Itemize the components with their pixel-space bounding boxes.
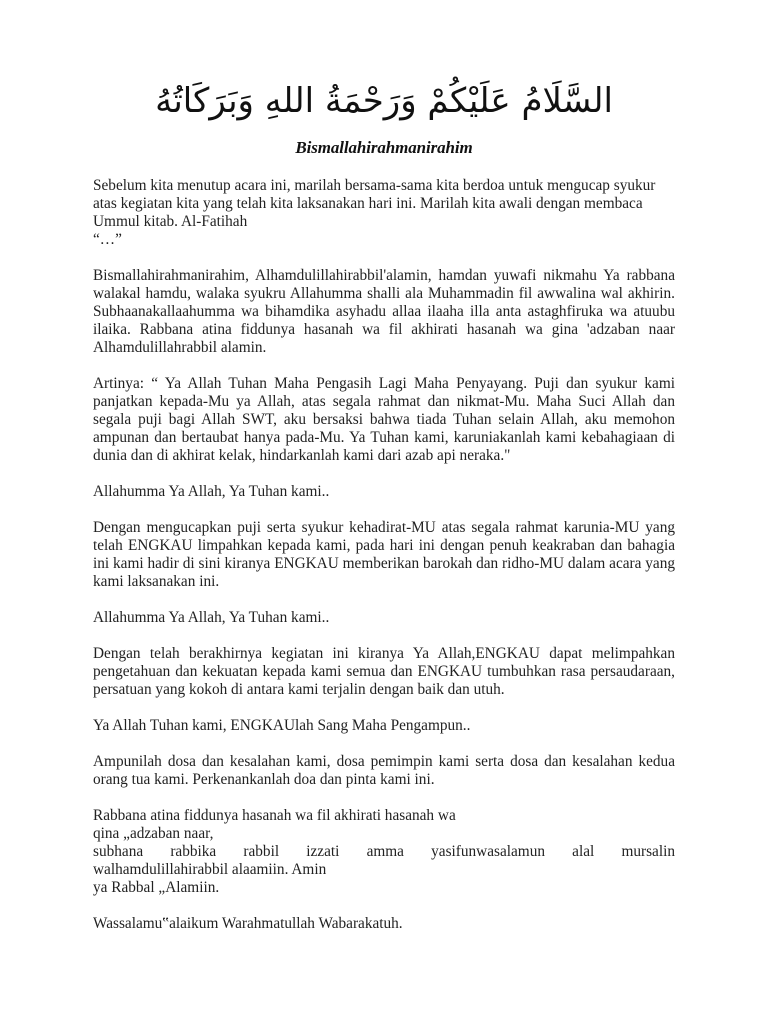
paragraph-salam-closing: Wassalamu‟alaikum Warahmatullah Wabarakatuh. — [93, 915, 403, 932]
paragraph-opening — [93, 177, 675, 249]
paragraph-opening-text: Sebelum kita menutup acara ini, marilah bersama-sama kita berdoa untuk mengucap syukur atas kegiatan kita yang telah kita laksanakan hari ini. Marilah kita awali dengan membaca Ummul kitab. Al-Fatihah — [93, 177, 656, 230]
closing-prayer-line-5: ya Rabbal „Alamiin. — [93, 879, 220, 896]
paragraph-invocation-2: Allahumma Ya Allah, Ya Tuhan kami.. — [93, 609, 330, 626]
paragraph-forgiveness: Ampunilah dosa dan kesalahan kami, dosa pemimpin kami serta dosa dan kesalahan kedua orang tua kami. Perkenankanlah doa dan pinta kami ini. — [93, 753, 675, 788]
salam-calligraphy — [155, 66, 613, 136]
paragraph-closing-hope: Dengan telah berakhirnya kegiatan ini kiranya Ya Allah,ENGKAU dapat melimpahkan pengetahuan dan kekuatan kepada kami semua dan ENGKAU tumbuhkan rasa persaudaraan, persatuan yang kokoh di antara kami terjalin dengan baik dan utuh. — [93, 645, 675, 698]
closing-prayer-line-4: walhamdulillahirabbil alaamiin. Amin — [93, 861, 327, 878]
paragraph-gratitude: Dengan mengucapkan puji serta syukur kehadirat-MU atas segala rahmat karunia-MU yang telah ENGKAU limpahkan kepada kami, pada hari ini dengan penuh keakraban dan bahagia ini kami hadir di sini kiranya ENGKAU memberikan barokah dan ridho-MU dalam acara yang kami laksanakan ini. — [93, 519, 675, 590]
salam-calligraphy-text: السَّلَامُ عَلَيْكُمْ وَرَحْمَةُ اللهِ وَبَرَكَاتُهُ — [155, 81, 613, 121]
ellipsis-quote: “…” — [93, 231, 122, 248]
paragraph-forgiveness-intro: Ya Allah Tuhan kami, ENGKAUlah Sang Maha Pengampun.. — [93, 717, 471, 734]
closing-prayer-line-1: Rabbana atina fiddunya hasanah wa fil akhirati hasanah wa — [93, 807, 456, 824]
paragraph-closing-prayer — [93, 807, 675, 897]
paragraph-arabic-prayer: Bismallahirahmanirahim, Alhamdulillahirabbil'alamin, hamdan yuwafi nikmahu Ya rabbana walakal hamdu, walaka syukru Allahumma shalli ala Muhammadin fil awwalina wal akhirin. Subhaanakallaahumma wa bihamdika asyhadu allaa ilaaha illa anta astaghfiruka wa atuubu ilaika. Rabbana atina fiddunya hasanah wa fil akhirati hasanah wa gina 'adzaban naar Alhamdulillahrabbil alamin. — [93, 267, 675, 356]
closing-prayer-line-3: subhana rabbika rabbil izzati amma yasifunwasalamun alal mursalin — [93, 843, 675, 860]
document-title: Bismallahirahmanirahim — [295, 138, 473, 157]
paragraph-translation: Artinya: “ Ya Allah Tuhan Maha Pengasih Lagi Maha Penyayang. Puji dan syukur kami panjatkan kepada-Mu ya Allah, atas segala rahmat dan nikmat-Mu. Maha Suci Allah dan segala puji bagi Allah SWT, aku bersaksi bahwa tiada Tuhan selain Allah, aku memohon ampunan dan bertaubat hanya pada-Mu. Ya Tuhan kami, karuniakanlah kami kebahagiaan di dunia dan di akhirat kelak, hindarkanlah kami dari azab api neraka." — [93, 375, 675, 464]
closing-prayer-line-2: qina „adzaban naar, — [93, 825, 214, 842]
document-body — [93, 177, 675, 951]
paragraph-invocation-1: Allahumma Ya Allah, Ya Tuhan kami.. — [93, 483, 330, 500]
